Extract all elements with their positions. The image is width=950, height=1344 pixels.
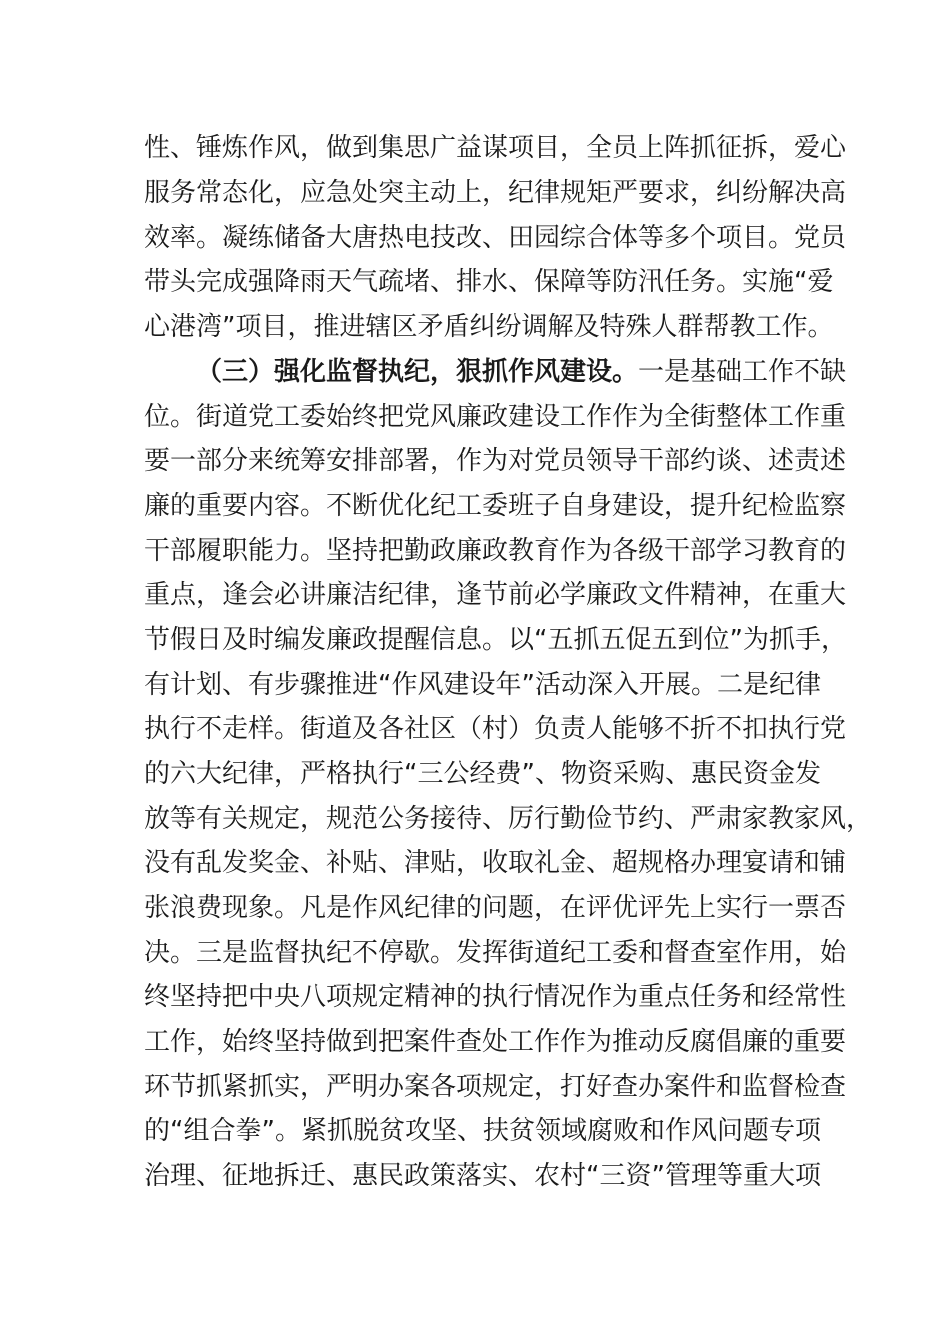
- paragraph-line: 带头完成强降雨天气疏堵、排水、保障等防汛任务。实施“爱: [144, 267, 834, 297]
- paragraph-line: 没有乱发奖金、补贴、津贴，收取礼金、超规格办理宴请和铺: [144, 848, 847, 878]
- paragraph-line: 干部履职能力。坚持把勤政廉政教育作为各级干部学习教育的: [144, 536, 847, 566]
- paragraph-line: 心港湾”项目，推进辖区矛盾纠纷调解及特殊人群帮教工作。: [144, 312, 834, 342]
- paragraph-line: 执行不走样。街道及各社区（村）负责人能够不折不扣执行党: [144, 714, 847, 744]
- paragraph-line: 位。街道党工委始终把党风廉政建设工作作为全街整体工作重: [144, 402, 847, 432]
- paragraph-line: 环节抓紧抓实，严明办案各项规定，打好查办案件和监督检查: [144, 1072, 847, 1102]
- section-heading: （三）强化监督执纪，狠抓作风建设。: [196, 357, 639, 387]
- paragraph-line: 的六大纪律，严格执行“三公经费”、物资采购、惠民资金发: [144, 759, 821, 789]
- paragraph-line: 廉的重要内容。不断优化纪工委班子自身建设，提升纪检监察: [144, 491, 847, 521]
- paragraph-line: 重点，逢会必讲廉洁纪律，逢节前必学廉政文件精神，在重大: [144, 580, 847, 610]
- paragraph-line: 效率。凝练储备大唐热电技改、田园综合体等多个项目。党员: [144, 223, 847, 253]
- paragraph-line: 性、锤炼作风，做到集思广益谋项目，全员上阵抓征拆，爱心: [144, 133, 847, 163]
- paragraph-line: 的“组合拳”。紧抓脱贫攻坚、扶贫领域腐败和作风问题专项: [144, 1116, 821, 1146]
- paragraph-line: 终坚持把中央八项规定精神的执行情况作为重点任务和经常性: [144, 982, 847, 1012]
- section-heading-line: [196, 350, 847, 394]
- paragraph-line: 节假日及时编发廉政提醒信息。以“五抓五促五到位”为抓手，: [144, 625, 847, 655]
- paragraph-line: 张浪费现象。凡是作风纪律的问题，在评优评先上实行一票否: [144, 893, 847, 923]
- paragraph-line: 放等有关规定，规范公务接待、厉行勤俭节约、严肃家教家风，: [144, 804, 873, 834]
- paragraph-line: 有计划、有步骤推进“作风建设年”活动深入开展。二是纪律: [144, 670, 821, 700]
- section-lead-text: 一是基础工作不缺: [638, 357, 847, 387]
- paragraph-line: 要一部分来统筹安排部署，作为对党员领导干部约谈、述责述: [144, 446, 847, 476]
- paragraph-line: 治理、征地拆迁、惠民政策落实、农村“三资”管理等重大项: [144, 1161, 821, 1191]
- paragraph-line: 工作，始终坚持做到把案件查处工作作为推动反腐倡廉的重要: [144, 1027, 847, 1057]
- paragraph-line: 决。三是监督执纪不停歇。发挥街道纪工委和督查室作用，始: [144, 938, 847, 968]
- paragraph-line: 服务常态化，应急处突主动上，纪律规矩严要求，纠纷解决高: [144, 178, 847, 208]
